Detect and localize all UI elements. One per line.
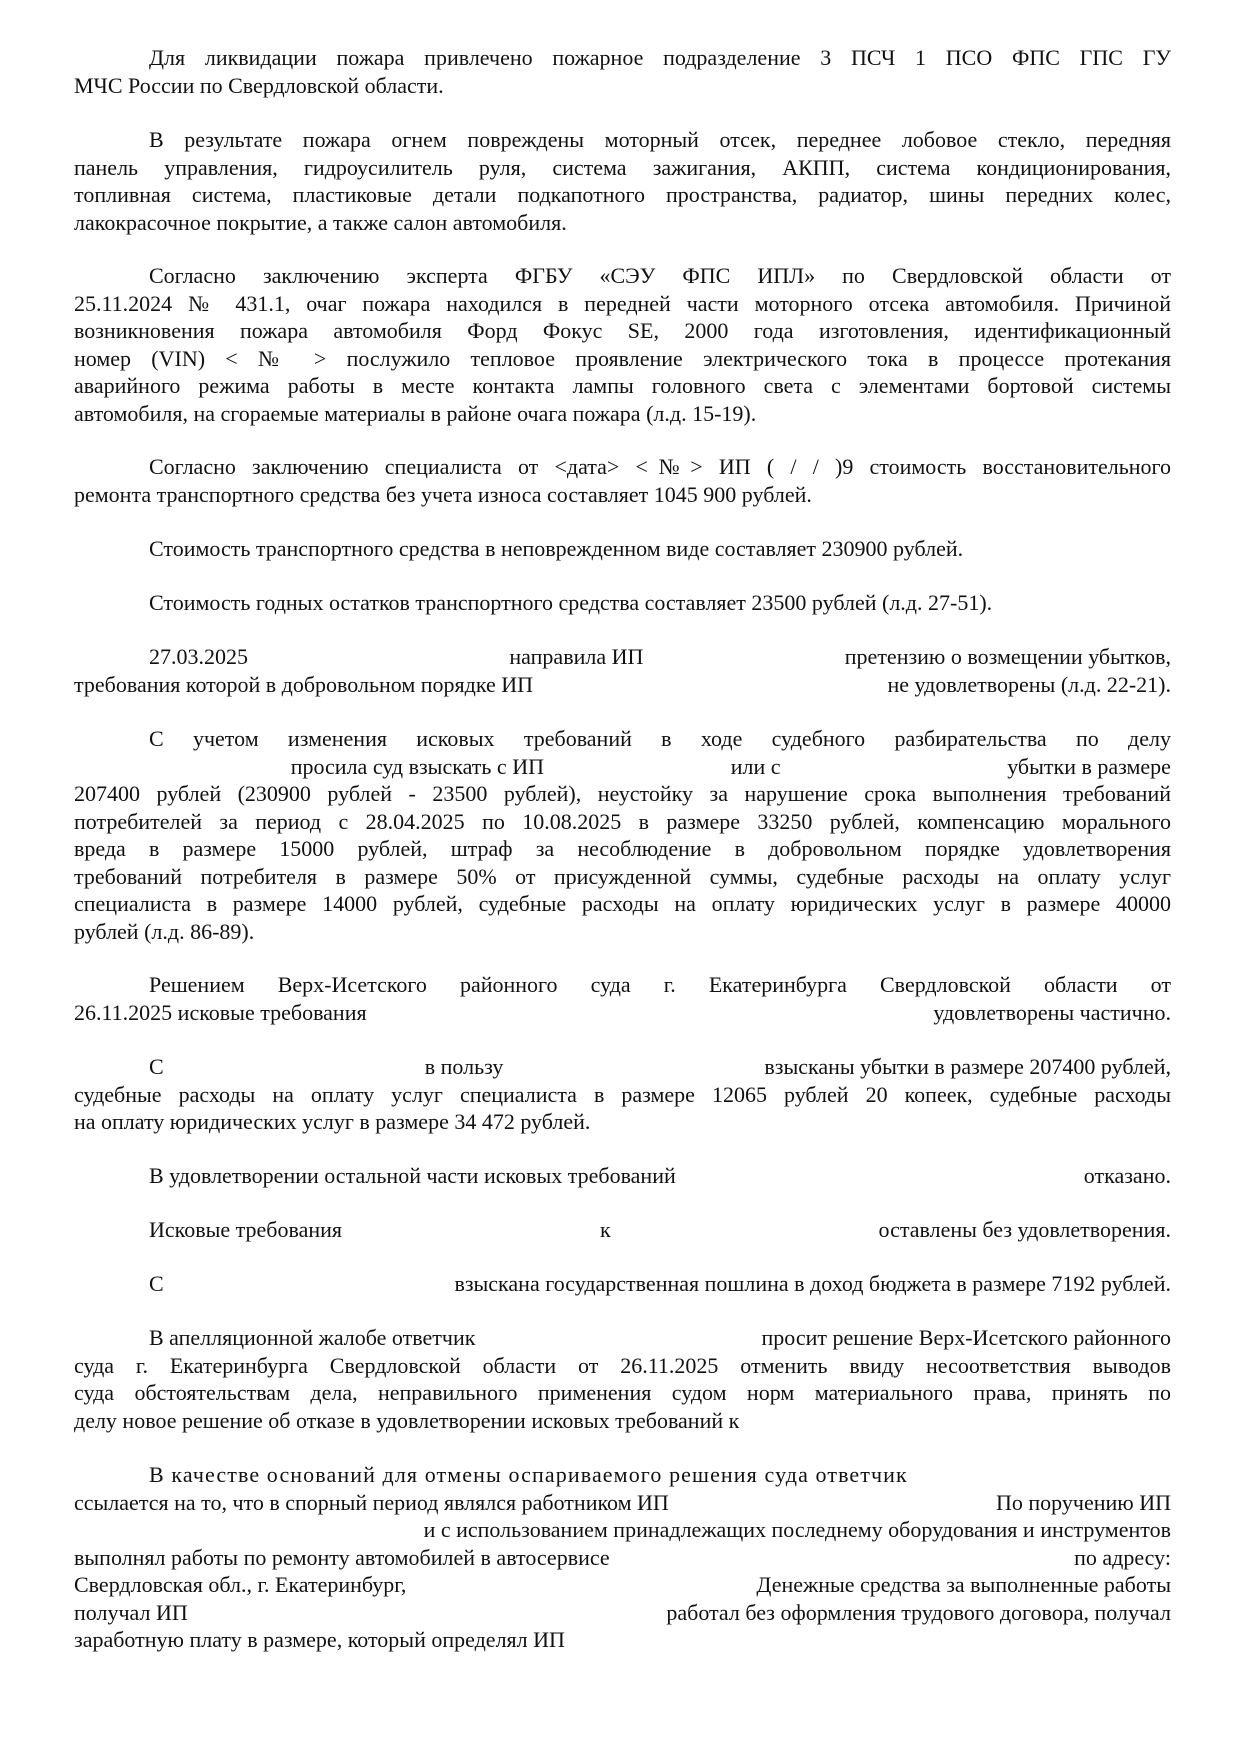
paragraph-line: 207400 рублей (230900 рублей - 23500 рублей), неустойку за нарушение срока выполнения требований: [74, 781, 1171, 806]
text-segment: В удовлетворении остальной части исковых требований: [149, 1163, 676, 1188]
text-segment: просила суд взыскать с ИП: [290, 753, 544, 779]
paragraph: [74, 971, 1171, 1026]
text-segment: требования которой в добровольном порядке ИП: [74, 671, 534, 697]
text-segment: По поручению ИП: [996, 1489, 1171, 1515]
paragraph-line: В качестве оснований для отмены оспариваемого решения суда ответчик: [149, 1462, 908, 1487]
paragraph-line: требований потребителя в размере 50% от присужденной суммы, судебные расходы на оплату услуг: [74, 863, 1171, 889]
text-segment: и с использованием принадлежащих последнему оборудования и инструментов: [423, 1517, 1171, 1542]
redaction-gap: [794, 753, 994, 781]
paragraph-line: специалиста в размере 14000 рублей, судебные расходы на оплату юридических услуг в размере 40000: [74, 891, 1171, 916]
text-segment: С: [149, 1271, 164, 1296]
redaction-gap: [169, 1516, 329, 1544]
paragraph-line: лакокрасочное покрытие, а также салон автомобиля.: [74, 209, 567, 235]
paragraph-line: [74, 1489, 1171, 1517]
paragraph: [74, 535, 1171, 563]
paragraph-line: [74, 671, 1171, 699]
paragraph-line: заработную плату в размере, который определял ИП: [74, 1627, 565, 1652]
paragraph: [74, 262, 1171, 427]
text-segment: просит решение Верх-Исетского районного: [761, 1325, 1171, 1350]
paragraph-line: номер (VIN) < № > послужило тепловое проявление электрического тока в процессе протекания: [74, 345, 1171, 371]
text-segment: оставлены без удовлетворения.: [878, 1217, 1171, 1242]
redaction-gap: [274, 643, 484, 671]
paragraph-line: Согласно заключению эксперта ФГБУ «СЭУ ФПС ИПЛ» по Свердловской области от: [149, 263, 1171, 288]
text-segment: 26.11.2025 исковые требования: [74, 999, 367, 1025]
paragraph: [74, 453, 1171, 508]
text-segment: претензию о возмещении убытков,: [844, 644, 1171, 669]
paragraph-line: [74, 643, 1171, 671]
paragraph-line: МЧС России по Свердловской области.: [74, 72, 444, 98]
text-segment: 27.03.2025: [149, 644, 248, 669]
paragraph-line: рублей (л.д. 86-89).: [74, 918, 255, 944]
text-segment: взыскана государственная пошлина в доход бюджета в размере 7192 рублей.: [454, 1271, 1171, 1296]
text-segment: убытки в размере: [1007, 753, 1171, 779]
text-segment: к: [599, 1217, 611, 1242]
redaction-gap: [645, 1216, 845, 1244]
text-segment: ссылается на то, что в спорный период являлся работником ИП: [74, 1489, 669, 1515]
redaction-gap: [669, 643, 819, 671]
paragraph-line: [74, 999, 1171, 1027]
paragraph-line: возникновения пожара автомобиля Форд Фокус SE, 2000 года изготовления, идентификационный: [74, 318, 1171, 343]
paragraph-line: [74, 1162, 1171, 1190]
paragraph-line: панель управления, гидроусилитель руля, система зажигания, АКПП, система кондиционирования,: [74, 154, 1171, 180]
redaction-gap: [795, 1162, 965, 1190]
paragraph-line: автомобиля, на сгораемые материалы в районе очага пожара (л.д. 15-19).: [74, 400, 757, 426]
paragraph-line: Стоимость годных остатков транспортного средства составляет 23500 рублей (л.д. 27-51).: [149, 590, 993, 615]
text-segment: Исковые требования: [149, 1217, 343, 1242]
paragraph-line: [74, 1270, 1171, 1298]
text-segment: выполнял работы по ремонту автомобилей в автосервисе: [74, 1544, 610, 1570]
paragraph: [74, 643, 1171, 698]
text-segment: по адресу:: [1074, 1544, 1171, 1570]
redaction-gap: [224, 1270, 394, 1298]
text-segment: или с: [730, 753, 781, 779]
text-segment: взысканы убытки в размере 207400 рублей,: [764, 1054, 1171, 1079]
paragraph-line: [74, 1571, 1171, 1599]
text-segment: В апелляционной жалобе ответчик: [149, 1325, 476, 1350]
paragraph-line: делу новое решение об отказе в удовлетворении исковых требований к: [74, 1407, 740, 1433]
text-segment: С: [149, 1054, 164, 1079]
paragraph-line: Согласно заключению специалиста от <дата> <№> ИП ( / / )9 стоимость восстановительного: [149, 454, 1171, 479]
text-segment: Денежные средства за выполненные работы: [756, 1572, 1171, 1597]
redaction-gap: [376, 1216, 566, 1244]
paragraph-line: ремонта транспортного средства без учета износа составляет 1045 900 рублей.: [74, 481, 812, 507]
text-segment: отказано.: [1083, 1163, 1171, 1188]
paragraph-line: [74, 1516, 1171, 1544]
paragraph: [74, 1053, 1171, 1136]
redaction-gap: [533, 1324, 703, 1352]
redaction-gap: [529, 1053, 739, 1081]
redaction-gap: [620, 671, 800, 699]
paragraph-line: [74, 1216, 1171, 1244]
paragraph-line: потребителей за период с 28.04.2025 по 10.08.2025 в размере 33250 рублей, компенсацию морального: [74, 808, 1171, 834]
paragraph-line: вреда в размере 15000 рублей, штраф за несоблюдение в добровольном порядке удовлетворения: [74, 836, 1171, 861]
text-segment: Свердловская обл., г. Екатеринбург,: [74, 1572, 407, 1597]
paragraph-line: на оплату юридических услуг в размере 34 472 рублей.: [74, 1109, 591, 1134]
redaction-gap: [557, 753, 717, 781]
paragraph-line: аварийного режима работы в месте контакта лампы головного света с элементами бортовой системы: [74, 373, 1171, 398]
paragraph: [74, 1162, 1171, 1190]
paragraph-line: [74, 1544, 1171, 1572]
paragraph-line: [74, 753, 1171, 781]
paragraph-line: Стоимость транспортного средства в неповрежденном виде составляет 230900 рублей.: [149, 536, 964, 561]
text-segment: получал ИП: [74, 1599, 188, 1625]
redaction-gap: [282, 1599, 572, 1627]
text-segment: направила ИП: [509, 644, 644, 669]
text-segment: в пользу: [424, 1054, 504, 1079]
redaction-gap: [717, 1544, 967, 1572]
redaction-gap: [189, 1053, 399, 1081]
paragraph-line: В результате пожара огнем повреждены моторный отсек, переднее лобовое стекло, передняя: [149, 127, 1171, 152]
paragraph: [74, 126, 1171, 236]
redaction-gap: [747, 1489, 917, 1517]
paragraph-line: Для ликвидации пожара привлечено пожарное подразделение 3 ПСЧ 1 ПСО ФПС ГПС ГУ: [149, 45, 1171, 70]
redaction-gap: [87, 753, 277, 781]
paragraph-line: суда г. Екатеринбурга Свердловской области от 26.11.2025 отменить ввиду несоответствия выводов: [74, 1352, 1171, 1378]
text-segment: удовлетворены частично.: [933, 999, 1171, 1025]
paragraph-line: Решением Верх-Исетского районного суда г. Екатеринбурга Свердловской области от: [149, 972, 1171, 997]
paragraph-line: [74, 1053, 1171, 1081]
paragraph-line: С учетом изменения исковых требований в ходе судебного разбирательства по делу: [149, 726, 1171, 751]
paragraph: [74, 1270, 1171, 1298]
paragraph: [74, 589, 1171, 617]
paragraph: [74, 1461, 1171, 1654]
paragraph: [74, 44, 1171, 99]
paragraph-line: судебные расходы на оплату услуг специалиста в размере 12065 рублей 20 копеек, судебные расходы: [74, 1081, 1171, 1107]
text-segment: работал без оформления трудового договора, получал: [666, 1599, 1171, 1625]
paragraph: [74, 1324, 1171, 1434]
redaction-gap: [496, 1571, 666, 1599]
redaction-gap: [555, 999, 745, 1027]
paragraph-line: суда обстоятельствам дела, неправильного применения судом норм материального права, принять по: [74, 1380, 1171, 1405]
paragraph-line: [74, 1324, 1171, 1352]
paragraph-line: 25.11.2024 № 431.1, очаг пожара находился в передней части моторного отсека автомобиля. Причиной: [74, 290, 1171, 316]
paragraph-line: топливная система, пластиковые детали подкапотного пространства, радиатор, шины передних колес,: [74, 182, 1171, 207]
text-segment: не удовлетворены (л.д. 22-21).: [887, 671, 1171, 697]
paragraph: [74, 1216, 1171, 1244]
paragraph-line: [74, 1599, 1171, 1627]
paragraph: [74, 725, 1171, 945]
